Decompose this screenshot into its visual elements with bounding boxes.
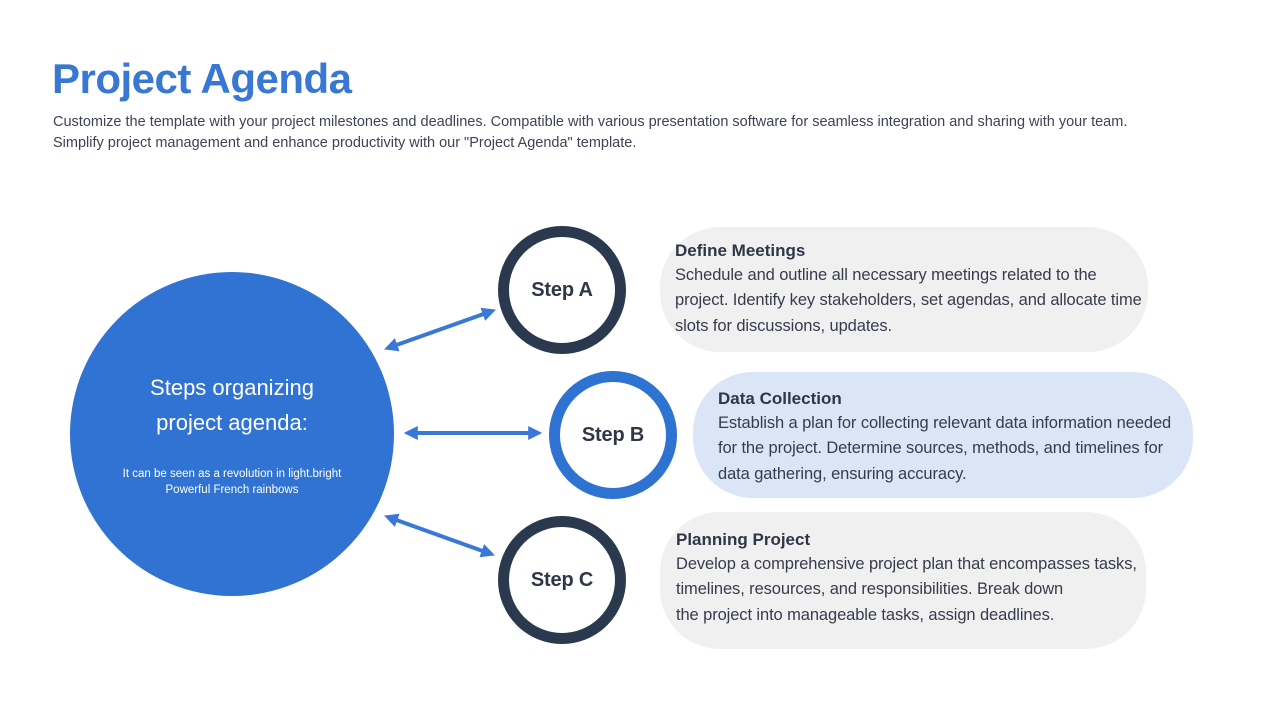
step-b-card-line-3: data gathering, ensuring accuracy. xyxy=(718,464,967,483)
double-arrow-step-a xyxy=(388,311,492,348)
slide-subtitle xyxy=(53,112,1127,153)
step-a-card-line-2: project. Identify key stakeholders, set agendas, and allocate time xyxy=(675,291,1142,310)
hub-heading-line-1: Steps organizing xyxy=(150,375,314,400)
step-b-circle xyxy=(549,371,677,499)
step-b-card-line-2: for the project. Determine sources, methods, and timelines for xyxy=(718,439,1164,458)
hub-heading xyxy=(70,370,394,440)
step-a-circle xyxy=(498,226,626,354)
step-c-card-line-2: timelines, resources, and responsibilities. Break down xyxy=(676,580,1064,599)
step-b-label: Step B xyxy=(581,423,645,446)
step-a-card xyxy=(660,227,1148,352)
step-b-card xyxy=(693,372,1193,498)
hub-subtext xyxy=(70,466,394,498)
step-c-circle xyxy=(498,516,626,644)
step-a-card-title: Define Meetings xyxy=(675,241,806,260)
hub-subtext-line-1: It can be seen as a revolution in light.bright xyxy=(122,468,342,480)
step-a-card-line-1: Schedule and outline all necessary meetings related to the xyxy=(675,266,1097,284)
hub-heading-line-2: project agenda: xyxy=(156,410,308,435)
step-c-card-line-1: Develop a comprehensive project plan that encompasses tasks, xyxy=(676,555,1137,573)
page-title: Project Agenda xyxy=(52,55,352,102)
slide-subtitle-line-1: Customize the template with your project milestones and deadlines. Compatible with various presentation software for seamless integration and sharing with your team. xyxy=(53,114,1128,130)
step-a-label: Step A xyxy=(531,278,593,301)
hub-subtext-line-2: Powerful French rainbows xyxy=(165,484,299,496)
step-b-card-title: Data Collection xyxy=(718,389,842,408)
step-c-label: Step C xyxy=(530,568,594,591)
step-c-card xyxy=(660,512,1146,649)
step-b-card-line-1: Establish a plan for collecting relevant data information needed xyxy=(718,414,1172,432)
step-a-card-line-3: slots for discussions, updates. xyxy=(675,316,893,335)
step-c-card-title: Planning Project xyxy=(676,530,811,549)
slide-subtitle-line-2: Simplify project management and enhance productivity with our "Project Agenda" template. xyxy=(53,134,637,151)
step-c-card-line-3: the project into manageable tasks, assign deadlines. xyxy=(676,605,1055,624)
hub-circle xyxy=(70,272,394,596)
double-arrow-step-c xyxy=(388,517,491,554)
